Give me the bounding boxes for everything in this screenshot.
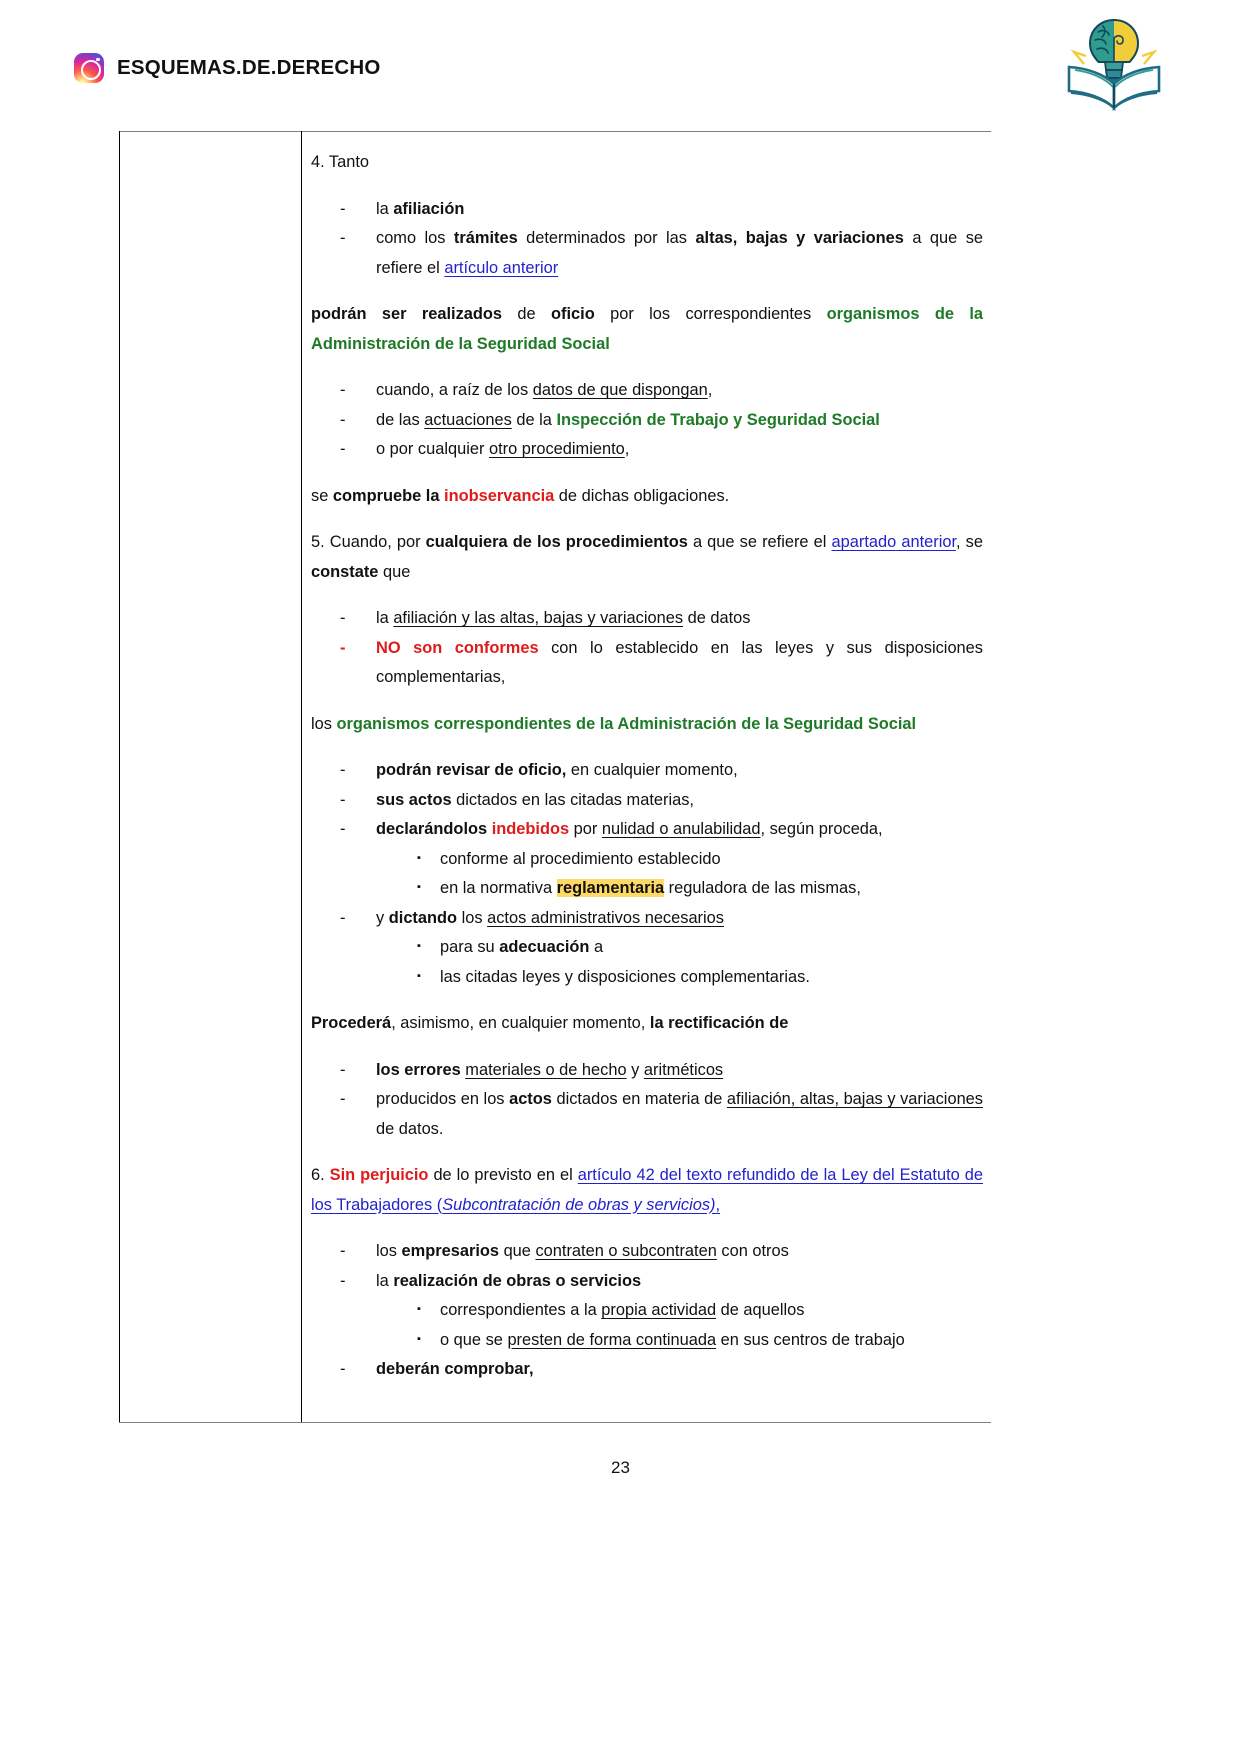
text-run: como los	[376, 229, 454, 247]
dash-marker: -	[340, 1360, 346, 1378]
list-item	[311, 1056, 983, 1086]
dash-marker: -	[340, 790, 346, 809]
outer-margin-rule	[119, 131, 120, 1423]
text-run-bold: deberán comprobar,	[376, 1360, 534, 1378]
text-run: de dichas obligaciones.	[554, 486, 730, 505]
text-run: los	[376, 1242, 402, 1260]
text-run: o por cualquier	[376, 440, 489, 458]
text-run-bold: afiliación	[393, 199, 465, 218]
dash-marker: -	[340, 638, 346, 657]
text-run: reguladora de las mismas,	[664, 879, 861, 897]
paragraph-5-rectification	[311, 1009, 983, 1039]
square-bullet-icon: ▪	[417, 881, 421, 893]
paragraph-4-close	[311, 482, 983, 512]
list-6-obligations	[311, 1237, 983, 1385]
text-run-bold: actos	[509, 1090, 552, 1108]
text-run: se	[311, 486, 333, 505]
text-run-bold: compruebe la	[332, 486, 445, 505]
paragraph-6-intro	[311, 1161, 983, 1220]
text-run: , asimismo, en cualquier momento,	[391, 1014, 650, 1032]
sublist-6-works	[376, 1296, 983, 1355]
text-run-bold: constate	[311, 562, 379, 581]
text-run: para su	[440, 938, 500, 956]
text-run-bold: Procederá	[311, 1014, 392, 1032]
text-run-green: Inspección de Trabajo y Seguridad Social	[556, 410, 880, 429]
dash-marker: -	[340, 1271, 346, 1290]
text-run: de lo previsto en el	[428, 1166, 578, 1184]
paragraph-5-subject	[311, 710, 983, 740]
text-run-red: NO son conformes	[376, 638, 539, 657]
text-run-bold: empresarios	[401, 1242, 500, 1260]
text-run-bold: dictando	[388, 908, 458, 927]
text-run-bold: oficio	[551, 305, 595, 323]
text-run-bold: declarándolos	[376, 820, 492, 838]
statute-reference-link-italic[interactable]: Subcontratación de obras y servicios)	[442, 1195, 716, 1214]
text-run: que	[499, 1242, 536, 1260]
text-run: dictados en materia de	[551, 1090, 727, 1108]
list-item	[311, 1085, 983, 1144]
text-run-bold: realización de obras o servicios	[393, 1271, 642, 1290]
paragraph-4-intro: 4. Tanto	[311, 153, 370, 171]
list-item	[376, 933, 983, 963]
dash-marker: -	[340, 1090, 346, 1108]
footer-divider-rule	[119, 1422, 991, 1423]
statute-reference-link[interactable]: artículo 42 del texto refundido de la Ley del Estatuto de los Trabajadores (	[311, 1166, 983, 1214]
text-run-bold: podrán ser realizados	[311, 305, 503, 323]
highlighted-term: reglamentaria	[556, 879, 665, 897]
text-run-underline: actuaciones	[424, 410, 512, 429]
text-run: ,	[707, 381, 713, 399]
square-bullet-icon: ▪	[417, 1303, 421, 1315]
dash-marker: -	[340, 1242, 346, 1260]
dash-marker: -	[340, 820, 346, 838]
text-run: los	[457, 908, 488, 927]
text-run-bold: podrán revisar de oficio,	[376, 761, 567, 779]
dash-marker: -	[340, 440, 346, 458]
text-run: con otros	[716, 1242, 789, 1260]
paragraph-4-rule	[311, 300, 983, 359]
list-item	[311, 435, 983, 465]
text-run: o que se	[440, 1330, 508, 1349]
text-run: y	[626, 1060, 644, 1079]
text-run: ,	[624, 440, 630, 458]
list-item	[311, 756, 983, 786]
dash-marker: -	[340, 381, 346, 399]
text-run-underline: aritméticos	[643, 1060, 724, 1079]
text-run: por	[569, 820, 602, 838]
inner-margin-rule	[301, 131, 302, 1423]
dash-marker: -	[340, 229, 346, 247]
text-run-underline: contraten o subcontraten	[535, 1242, 717, 1260]
text-run-red: indebidos	[491, 820, 570, 838]
text-run-bold: altas, bajas y variaciones	[695, 229, 904, 247]
text-run: de la	[511, 410, 557, 429]
list-5-errors	[311, 1056, 983, 1145]
text-run-underline: afiliación, altas, bajas y variaciones	[726, 1090, 983, 1108]
text-run: de datos.	[376, 1119, 444, 1138]
square-bullet-icon: ▪	[417, 851, 421, 864]
dash-marker: -	[340, 761, 346, 779]
text-run-underline: otro procedimiento	[488, 440, 625, 458]
text-run-underline: presten de forma continuada	[507, 1330, 717, 1349]
text-run: en la normativa	[440, 879, 557, 897]
list-item	[311, 634, 983, 693]
text-run: correspondientes a la	[440, 1301, 602, 1319]
page-number: 23	[611, 1458, 630, 1477]
sublist-5-procedure	[376, 845, 983, 904]
text-run-red: Sin perjuicio	[329, 1166, 429, 1184]
text-run-bold: los errores	[376, 1060, 461, 1079]
text-run: cuando, a raíz de los	[376, 381, 533, 399]
text-run: con lo establecido en las leyes y sus disposiciones complementarias,	[376, 638, 983, 686]
instagram-icon	[74, 53, 104, 83]
text-run: a	[589, 938, 604, 956]
text-run: la	[376, 609, 394, 627]
list-item	[311, 904, 983, 993]
text-run-bold: cualquiera de los procedimientos	[425, 533, 688, 551]
text-run-underline: actos administrativos necesarios	[487, 908, 724, 927]
text-run-bold: adecuación	[499, 938, 590, 956]
text-run: de	[502, 305, 552, 323]
list-item	[311, 406, 983, 436]
square-bullet-icon: ▪	[417, 1332, 421, 1345]
text-run: ,	[715, 1195, 721, 1214]
text-run-underline: propia actividad	[601, 1301, 717, 1319]
list-item	[311, 815, 983, 904]
text-run: , según proceda,	[760, 820, 883, 838]
list-item	[311, 604, 983, 634]
brand-lockup	[74, 53, 381, 83]
list-item	[376, 1326, 983, 1356]
lightbulb-brain-book-logo	[1060, 12, 1168, 116]
text-run: dictados en las citadas materias,	[451, 790, 694, 809]
brand-handle: ESQUEMAS.DE.DERECHO	[117, 56, 381, 79]
cross-reference-link[interactable]: apartado anterior	[831, 533, 957, 551]
list-item	[311, 1237, 983, 1267]
text-run: por los correspondientes	[594, 305, 827, 323]
text-run: la	[376, 199, 394, 218]
dash-marker: -	[340, 410, 346, 429]
square-bullet-icon: ▪	[417, 940, 421, 952]
list-item	[376, 874, 983, 904]
text-run: 6.	[311, 1166, 330, 1184]
page-header	[0, 0, 1241, 130]
list-item	[311, 1355, 983, 1385]
text-run: a que se refiere el	[376, 229, 984, 277]
text-run-underline: datos de que dispongan	[532, 381, 708, 399]
text-run: en cualquier momento,	[566, 761, 738, 779]
text-run-red: inobservancia	[444, 486, 555, 505]
list-4-items	[311, 195, 983, 284]
text-run: de datos	[683, 609, 751, 627]
text-run-bold: trámites	[453, 229, 518, 247]
list-item	[376, 845, 983, 875]
text-run: de aquellos	[716, 1301, 805, 1319]
list-item	[311, 195, 983, 225]
header-divider-rule	[119, 131, 991, 132]
text-run: conforme al procedimiento establecido	[440, 849, 721, 868]
text-run-bold: la rectificación de	[649, 1014, 789, 1032]
text-run-green: organismos correspondientes de la Administración de la Seguridad Social	[336, 714, 917, 733]
text-run: las citadas leyes y disposiciones complementarias.	[440, 967, 810, 986]
text-run-underline: nulidad o anulabilidad	[601, 820, 761, 838]
paragraph-5-intro	[311, 528, 983, 587]
text-run: de las	[376, 410, 425, 429]
dash-marker: -	[340, 199, 346, 218]
text-run-underline: materiales o de hecho	[465, 1060, 627, 1079]
list-item	[376, 963, 983, 993]
text-run-green: organismos de la Administración de la Seguridad Social	[311, 305, 983, 353]
list-item	[311, 376, 983, 406]
text-run: los	[311, 714, 337, 733]
sublist-5-adequacy	[376, 933, 983, 992]
list-5-powers	[311, 756, 983, 992]
dash-marker: -	[340, 908, 346, 927]
square-bullet-icon: ▪	[417, 969, 421, 982]
dash-marker: -	[340, 609, 346, 627]
list-item	[311, 1267, 983, 1356]
list-5-findings	[311, 604, 983, 693]
text-run: determinados por las	[517, 229, 696, 247]
dash-marker: -	[340, 1060, 346, 1079]
text-run: la	[376, 1271, 394, 1290]
text-run: producidos en los	[376, 1090, 510, 1108]
text-run: y	[376, 908, 389, 927]
list-item	[311, 786, 983, 816]
list-item	[311, 224, 983, 283]
list-item	[376, 1296, 983, 1326]
cross-reference-link[interactable]: artículo anterior	[444, 258, 559, 277]
text-run: , se	[956, 533, 983, 551]
text-run: a que se refiere el	[687, 533, 832, 551]
text-run: en sus centros de trabajo	[716, 1330, 905, 1349]
text-run: 5. Cuando, por	[311, 533, 426, 551]
text-run-underline: afiliación y las altas, bajas y variaciones	[393, 609, 684, 627]
document-body	[311, 148, 983, 1402]
text-run: que	[378, 562, 411, 581]
text-run-bold: sus actos	[376, 790, 452, 809]
list-4-conditions	[311, 376, 983, 465]
